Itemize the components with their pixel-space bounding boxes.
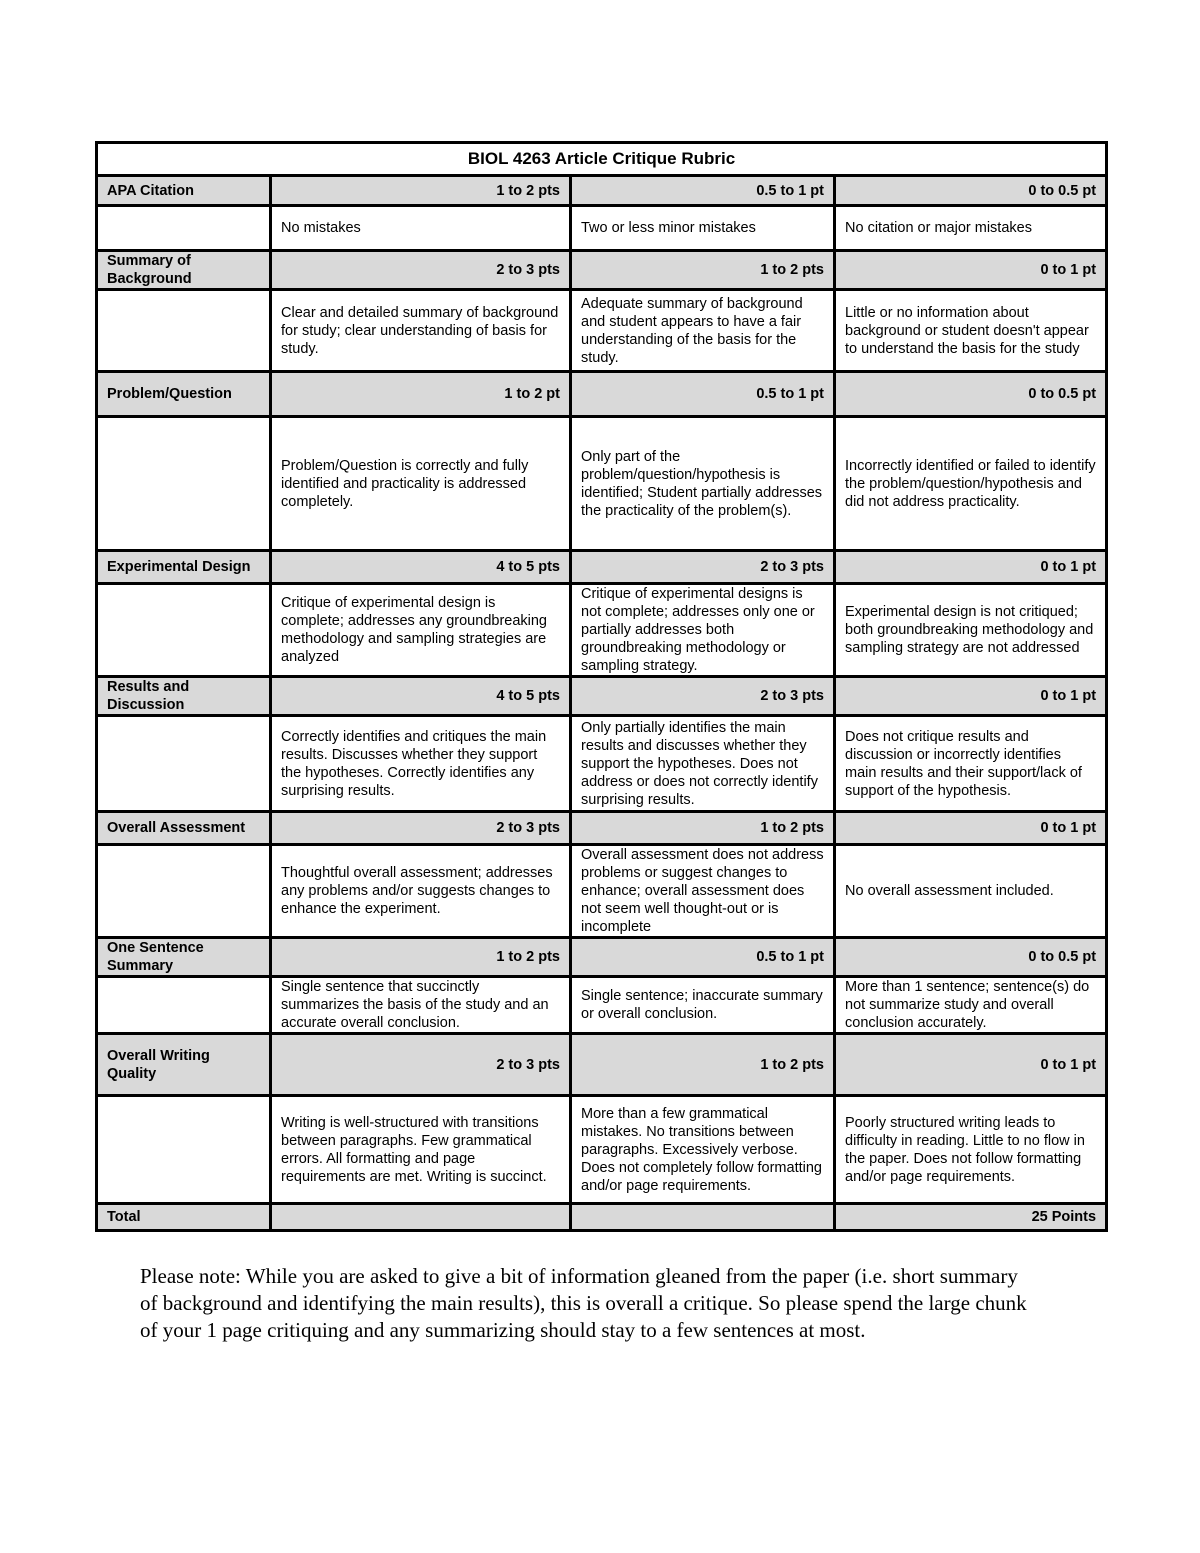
criterion-name: Results and Discussion	[97, 677, 271, 716]
point-range: 0 to 1 pt	[835, 551, 1107, 584]
rubric-title-row	[97, 143, 1107, 176]
total-row	[97, 1204, 1107, 1231]
criterion-description-row	[97, 417, 1107, 551]
criterion-header-row	[97, 372, 1107, 417]
blank-cell	[97, 716, 271, 812]
criterion-header-row	[97, 812, 1107, 845]
level-description: Overall assessment does not address problems or suggest changes to enhance; overall assessment does not seem well thought-out or is incomplete	[571, 845, 835, 938]
rubric-title: BIOL 4263 Article Critique Rubric	[97, 143, 1107, 176]
blank-cell	[97, 977, 271, 1034]
level-description: No citation or major mistakes	[835, 206, 1107, 251]
level-description: Correctly identifies and critiques the main results. Discusses whether they support the hypotheses. Correctly identifies any surprising results.	[271, 716, 571, 812]
level-description: Single sentence; inaccurate summary or overall conclusion.	[571, 977, 835, 1034]
blank-cell	[97, 1096, 271, 1204]
criterion-description-row	[97, 584, 1107, 677]
criterion-header-row	[97, 1034, 1107, 1096]
point-range: 0 to 1 pt	[835, 812, 1107, 845]
criterion-name: Problem/Question	[97, 372, 271, 417]
point-range: 2 to 3 pts	[271, 251, 571, 290]
point-range: 0 to 0.5 pt	[835, 938, 1107, 977]
total-empty-cell	[571, 1204, 835, 1231]
blank-cell	[97, 206, 271, 251]
level-description: Does not critique results and discussion or incorrectly identifies main results and their support/lack of support of the hypothesis.	[835, 716, 1107, 812]
level-description: Poorly structured writing leads to difficulty in reading. Little to no flow in the paper. Does not follow formatting and/or page requirements.	[835, 1096, 1107, 1204]
point-range: 0.5 to 1 pt	[571, 176, 835, 206]
level-description: More than a few grammatical mistakes. No transitions between paragraphs. Excessively verbose. Does not completely follow formatting and/or page requirements.	[571, 1096, 835, 1204]
total-label: Total	[97, 1204, 271, 1231]
blank-cell	[97, 417, 271, 551]
point-range: 0 to 1 pt	[835, 1034, 1107, 1096]
point-range: 2 to 3 pts	[571, 677, 835, 716]
criterion-name: Overall Writing Quality	[97, 1034, 271, 1096]
point-range: 0.5 to 1 pt	[571, 938, 835, 977]
criterion-description-row	[97, 716, 1107, 812]
point-range: 2 to 3 pts	[571, 551, 835, 584]
criterion-header-row	[97, 176, 1107, 206]
level-description: Experimental design is not critiqued; both groundbreaking methodology and sampling strategy are not addressed	[835, 584, 1107, 677]
blank-cell	[97, 290, 271, 372]
point-range: 0 to 0.5 pt	[835, 176, 1107, 206]
criterion-header-row	[97, 677, 1107, 716]
blank-cell	[97, 845, 271, 938]
point-range: 1 to 2 pts	[571, 251, 835, 290]
point-range: 2 to 3 pts	[271, 1034, 571, 1096]
level-description: Little or no information about background or student doesn't appear to understand the basis for the study	[835, 290, 1107, 372]
level-description: More than 1 sentence; sentence(s) do not summarize study and overall conclusion accurately.	[835, 977, 1107, 1034]
level-description: Single sentence that succinctly summarizes the basis of the study and an accurate overall conclusion.	[271, 977, 571, 1034]
criterion-description-row	[97, 845, 1107, 938]
level-description: No mistakes	[271, 206, 571, 251]
point-range: 4 to 5 pts	[271, 677, 571, 716]
point-range: 0 to 1 pt	[835, 251, 1107, 290]
point-range: 1 to 2 pts	[571, 1034, 835, 1096]
point-range: 1 to 2 pts	[571, 812, 835, 845]
point-range: 1 to 2 pts	[271, 938, 571, 977]
point-range: 1 to 2 pts	[271, 176, 571, 206]
level-description: Clear and detailed summary of background for study; clear understanding of basis for study.	[271, 290, 571, 372]
criterion-description-row	[97, 1096, 1107, 1204]
level-description: Thoughtful overall assessment; addresses any problems and/or suggests changes to enhance the experiment.	[271, 845, 571, 938]
criterion-description-row	[97, 290, 1107, 372]
rubric-table	[95, 141, 1108, 1232]
note-text: Please note: While you are asked to give a bit of information gleaned from the paper (i.e. short summary of background and identifying the main results), this is overall a critique. So please spend the large chunk of your 1 page critiquing and any summarizing should stay to a few sentences at most.	[140, 1264, 1027, 1342]
criterion-name: Experimental Design	[97, 551, 271, 584]
level-description: Adequate summary of background and student appears to have a fair understanding of the basis for the study.	[571, 290, 835, 372]
criterion-name: APA Citation	[97, 176, 271, 206]
criterion-name: Overall Assessment	[97, 812, 271, 845]
level-description: Critique of experimental designs is not complete; addresses only one or partially addresses both groundbreaking methodology or sampling strategy.	[571, 584, 835, 677]
level-description: Only partially identifies the main results and discusses whether they support the hypotheses. Does not address or does not correctly identify surprising results.	[571, 716, 835, 812]
point-range: 0 to 0.5 pt	[835, 372, 1107, 417]
point-range: 1 to 2 pt	[271, 372, 571, 417]
level-description: Writing is well-structured with transitions between paragraphs. Few grammatical errors. All formatting and page requirements are met. Writing is succinct.	[271, 1096, 571, 1204]
point-range: 0 to 1 pt	[835, 677, 1107, 716]
criterion-header-row	[97, 551, 1107, 584]
total-empty-cell	[271, 1204, 571, 1231]
level-description: Problem/Question is correctly and fully identified and practicality is addressed completely.	[271, 417, 571, 551]
criterion-header-row	[97, 938, 1107, 977]
blank-cell	[97, 584, 271, 677]
criterion-name: Summary of Background	[97, 251, 271, 290]
criterion-name: One Sentence Summary	[97, 938, 271, 977]
criterion-description-row	[97, 977, 1107, 1034]
level-description: Two or less minor mistakes	[571, 206, 835, 251]
level-description: Incorrectly identified or failed to identify the problem/question/hypothesis and did not address practicality.	[835, 417, 1107, 551]
point-range: 2 to 3 pts	[271, 812, 571, 845]
total-points: 25 Points	[835, 1204, 1107, 1231]
level-description: Critique of experimental design is complete; addresses any groundbreaking methodology and sampling strategies are analyzed	[271, 584, 571, 677]
level-description: No overall assessment included.	[835, 845, 1107, 938]
point-range: 0.5 to 1 pt	[571, 372, 835, 417]
criterion-description-row	[97, 206, 1107, 251]
level-description: Only part of the problem/question/hypothesis is identified; Student partially addresses the practicality of the problem(s).	[571, 417, 835, 551]
point-range: 4 to 5 pts	[271, 551, 571, 584]
criterion-header-row	[97, 251, 1107, 290]
